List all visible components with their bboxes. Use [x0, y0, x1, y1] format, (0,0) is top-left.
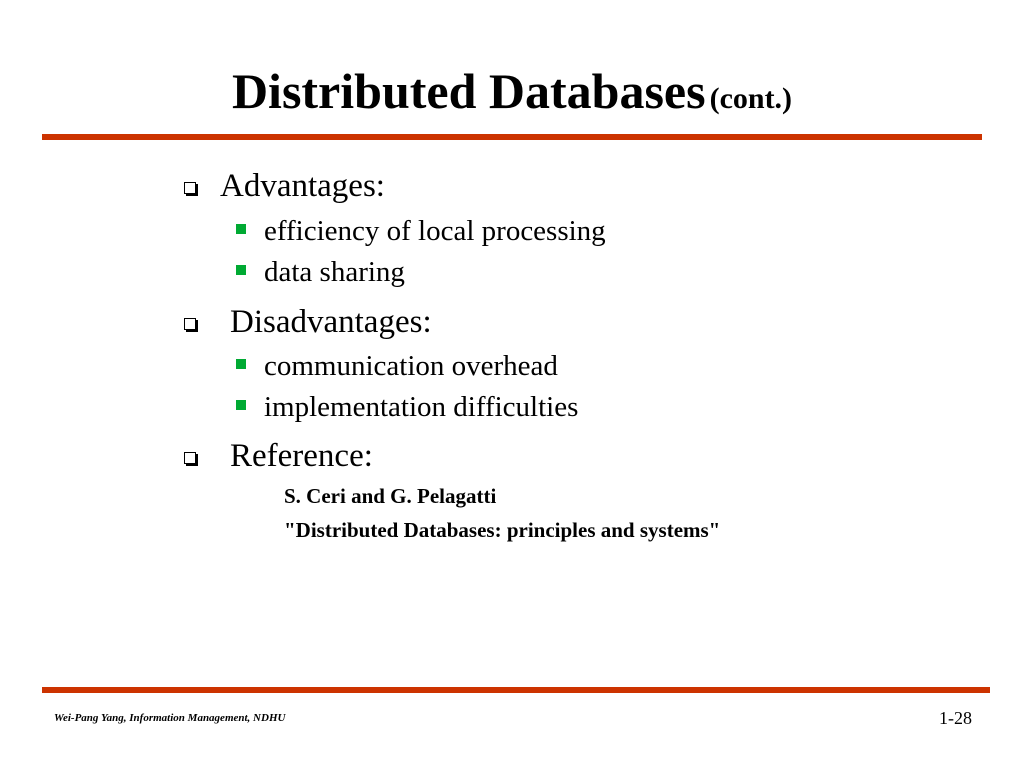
heading-label: Disadvantages: — [230, 304, 432, 340]
list-item-label: efficiency of local processing — [264, 215, 606, 247]
list-item-label: data sharing — [264, 256, 405, 288]
bottom-divider — [42, 687, 990, 693]
hollow-square-bullet-icon — [184, 318, 196, 330]
reference-title: "Distributed Databases: principles and systems" — [284, 518, 721, 542]
hollow-square-bullet-icon — [184, 182, 196, 194]
title-main: Distributed Databases — [231, 63, 706, 119]
hollow-square-bullet-icon — [184, 452, 196, 464]
green-square-bullet-icon — [236, 265, 246, 275]
top-divider — [42, 134, 982, 140]
green-square-bullet-icon — [236, 400, 246, 410]
page-number: 1-28 — [939, 708, 972, 728]
heading-label: Advantages: — [220, 168, 385, 204]
footer-author: Wei-Pang Yang, Information Management, NDHU — [54, 712, 286, 724]
list-item-label: communication overhead — [264, 350, 558, 382]
list-item-label: implementation difficulties — [264, 391, 579, 423]
heading-label: Reference: — [230, 438, 373, 474]
green-square-bullet-icon — [236, 224, 246, 234]
green-square-bullet-icon — [236, 359, 246, 369]
slide-title — [0, 62, 1024, 120]
title-suffix: (cont.) — [709, 82, 793, 115]
reference-authors: S. Ceri and G. Pelagatti — [284, 484, 497, 508]
